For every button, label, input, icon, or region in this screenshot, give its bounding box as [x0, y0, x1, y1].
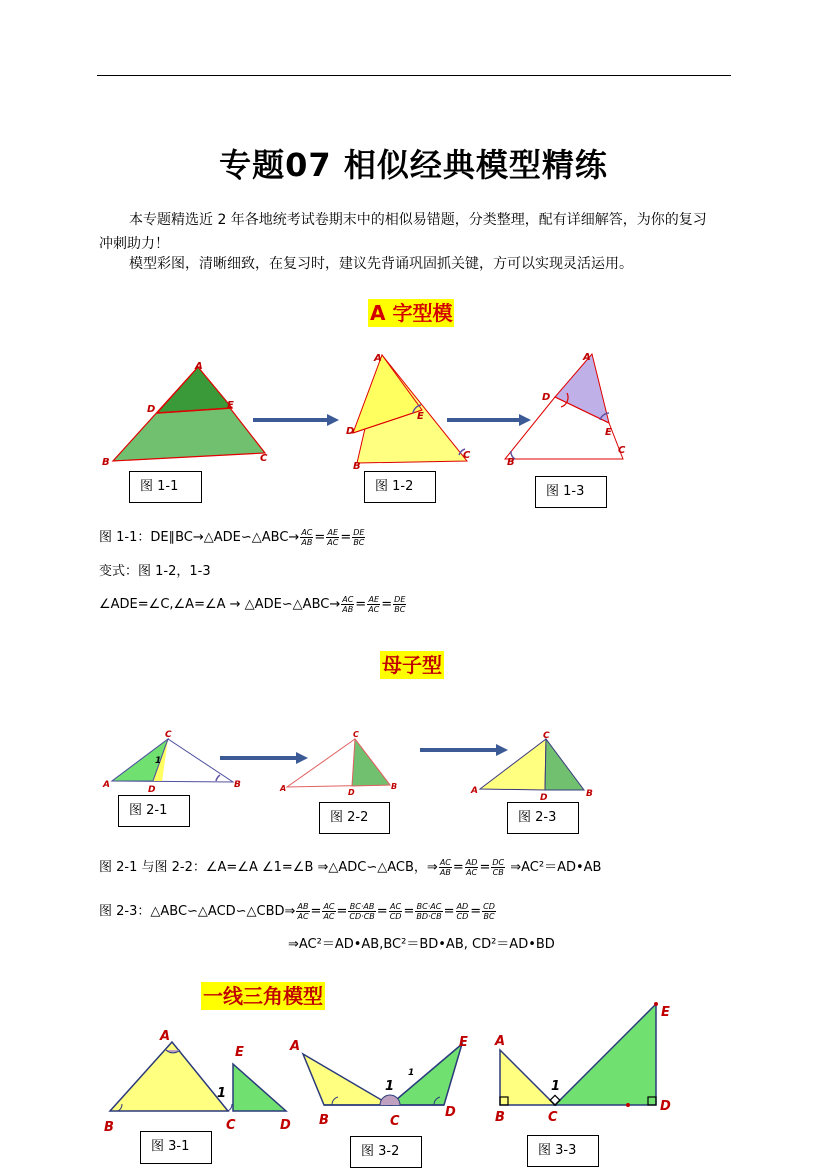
fig2-2-label-c: C: [353, 730, 359, 739]
fig3-2-left-triangle: [303, 1054, 390, 1105]
caption-fig-2-3: 图 2-3: [507, 802, 579, 834]
formula-b-1-text: 图 2-1 与图 2-2：∠A=∠A ∠1=∠B ⇒△ADC∽△ACB，⇒: [99, 860, 438, 875]
fig3-1-right-triangle: [233, 1064, 286, 1111]
fig3-1-label-1: 1: [217, 1086, 227, 1101]
formula-a-1-text: 图 1-1：DE∥BC→△ADE∽△ABC→: [99, 530, 300, 545]
formula-a-3-text: ∠ADE=∠C,∠A=∠A → △ADE∽△ABC→: [99, 597, 341, 612]
fig2-1-label-b: B: [234, 780, 241, 790]
fig1-1-top-triangle: [157, 367, 232, 413]
fig1-3-label-d: D: [542, 392, 551, 403]
fig2-2-label-b: B: [391, 782, 398, 791]
fig3-3-label-e: E: [661, 1005, 670, 1020]
formula-b-1: 图 2-1 与图 2-2：∠A=∠A ∠1=∠B ⇒△ADC∽△ACB，⇒ $\frac{AC}{AB}$ = $\frac{AD}{AC}$ = $\frac{DC}{CB}$ ⇒AC²＝AD•AB: [99, 858, 602, 877]
caption-fig-3-2: 图 3-2: [350, 1136, 422, 1168]
section-b-figures: [100, 725, 600, 800]
formula-b-2-text: 图 2-3：△ABC∽△ACD∽△CBD⇒: [99, 904, 296, 919]
fig2-3-left-triangle: [480, 739, 546, 790]
fig1-3-label-e: E: [605, 427, 612, 438]
caption-fig-1-1: 图 1-1: [129, 471, 202, 503]
intro-line-3: 模型彩图，清晰细致，在复习时，建议先背诵巩固抓关键，方可以实现灵活运用。: [129, 256, 633, 272]
page-title: 专题07 相似经典模型精练: [219, 146, 608, 184]
caption-fig-3-1: 图 3-1: [140, 1131, 212, 1164]
fig1-2-label-a: A: [374, 353, 382, 364]
fig3-2-label-d: D: [445, 1105, 456, 1120]
caption-fig-2-2: 图 2-2: [319, 802, 390, 834]
fig3-2-label-1-small: 1: [408, 1068, 415, 1078]
fig1-1-label-e: E: [227, 400, 234, 411]
fig3-1-label-a: A: [160, 1029, 171, 1044]
formula-b-2: 图 2-3：△ABC∽△ACD∽△CBD⇒ $\frac{AB}{AC}$ = $\frac{AC}{AC}$ = $\frac{BC\cdot AB}{CD\cdot CB}$ = $\frac{AC}{CD}$ = $\frac{BC\cdot AC}{BD\cdot CB}$ = $\frac{AD}{CD}$ = $\frac{CD}{BC}$: [99, 902, 495, 921]
fig2-2-label-a: A: [280, 784, 287, 793]
fig3-3-label-a: A: [495, 1034, 506, 1049]
fig3-1-label-c: C: [226, 1118, 236, 1133]
fig3-2-label-a: A: [290, 1039, 301, 1054]
fig1-2-label-d: D: [346, 426, 355, 437]
fig2-1-label-c: C: [165, 730, 172, 740]
fig1-1-label-d: D: [147, 404, 156, 415]
intro-line-2: 冲刺助力！: [99, 236, 169, 252]
fig2-1-label-1: 1: [155, 756, 162, 766]
fig3-2-right-triangle: [390, 1044, 462, 1105]
fig3-1-label-e: E: [235, 1045, 244, 1060]
fig2-3-label-a: A: [471, 786, 478, 796]
section-c-heading: 一线三角模型: [203, 984, 323, 1008]
section-a-heading: A 字型模: [370, 301, 453, 325]
fig1-1-label-b: B: [102, 457, 110, 468]
header-rule: [97, 75, 731, 76]
fig1-3-label-a: A: [583, 352, 591, 363]
fig1-3-label-b: B: [507, 457, 515, 468]
fig3-3-label-d: D: [660, 1099, 671, 1114]
fig3-2-label-1: 1: [385, 1079, 395, 1094]
fig2-1-label-d: D: [148, 785, 156, 795]
section-a-figures: [95, 345, 655, 475]
formula-a-3: ∠ADE=∠C,∠A=∠A → △ADE∽△ABC→ $\frac{AC}{AB}$ = $\frac{AE}{AC}$ = $\frac{DE}{BC}$: [99, 595, 406, 614]
fig2-3-label-c: C: [543, 731, 550, 741]
formula-b-3: ⇒AC²＝AD•AB,BC²＝BD•AB, CD²＝AD•BD: [288, 937, 555, 952]
fig1-3-top-triangle: [555, 354, 609, 423]
section-b-heading: 母子型: [382, 653, 442, 677]
caption-fig-1-3: 图 1-3: [535, 476, 607, 508]
fig1-2-label-c: C: [463, 450, 471, 461]
fig3-3-label-c: C: [548, 1110, 558, 1125]
section-c-figures: [100, 998, 680, 1138]
formula-a-2: 变式：图 1-2，1-3: [99, 564, 211, 579]
fig3-2-label-b: B: [319, 1113, 329, 1128]
fig3-2-label-e: E: [459, 1035, 468, 1050]
fig1-2-label-b: B: [353, 461, 361, 472]
fig2-3-label-d: D: [540, 793, 548, 800]
fig1-1-label-c: C: [260, 453, 268, 464]
fig1-3-label-c: C: [618, 445, 626, 456]
fig3-2-label-c: C: [390, 1114, 400, 1129]
fig3-3-label-b: B: [495, 1110, 505, 1125]
caption-fig-2-1: 图 2-1: [118, 795, 190, 827]
caption-fig-1-2: 图 1-2: [364, 471, 436, 503]
fig3-3-label-1: 1: [551, 1079, 561, 1094]
fig1-2-label-e: E: [417, 411, 424, 422]
intro-line-1: 本专题精选近 2 年各地统考试卷期末中的相似易错题，分类整理，配有详细解答，为你的复习: [129, 212, 707, 228]
fig2-2-label-d: D: [348, 788, 355, 797]
fig3-1-label-d: D: [280, 1118, 291, 1133]
formula-b-1-suffix: ⇒AC²＝AD•AB: [510, 860, 602, 875]
fig1-1-label-a: A: [195, 361, 203, 372]
fig2-3-right-triangle: [545, 739, 584, 790]
fig3-3-right-triangle: [555, 1004, 656, 1105]
fig2-1-label-a: A: [103, 780, 110, 790]
fig3-1-label-b: B: [104, 1120, 114, 1135]
caption-fig-3-3: 图 3-3: [527, 1135, 599, 1167]
formula-a-1: 图 1-1：DE∥BC→△ADE∽△ABC→ $\frac{AC}{AB}$ = $\frac{AE}{AC}$ = $\frac{DE}{BC}$: [99, 528, 365, 547]
fig2-3-label-b: B: [586, 789, 593, 799]
